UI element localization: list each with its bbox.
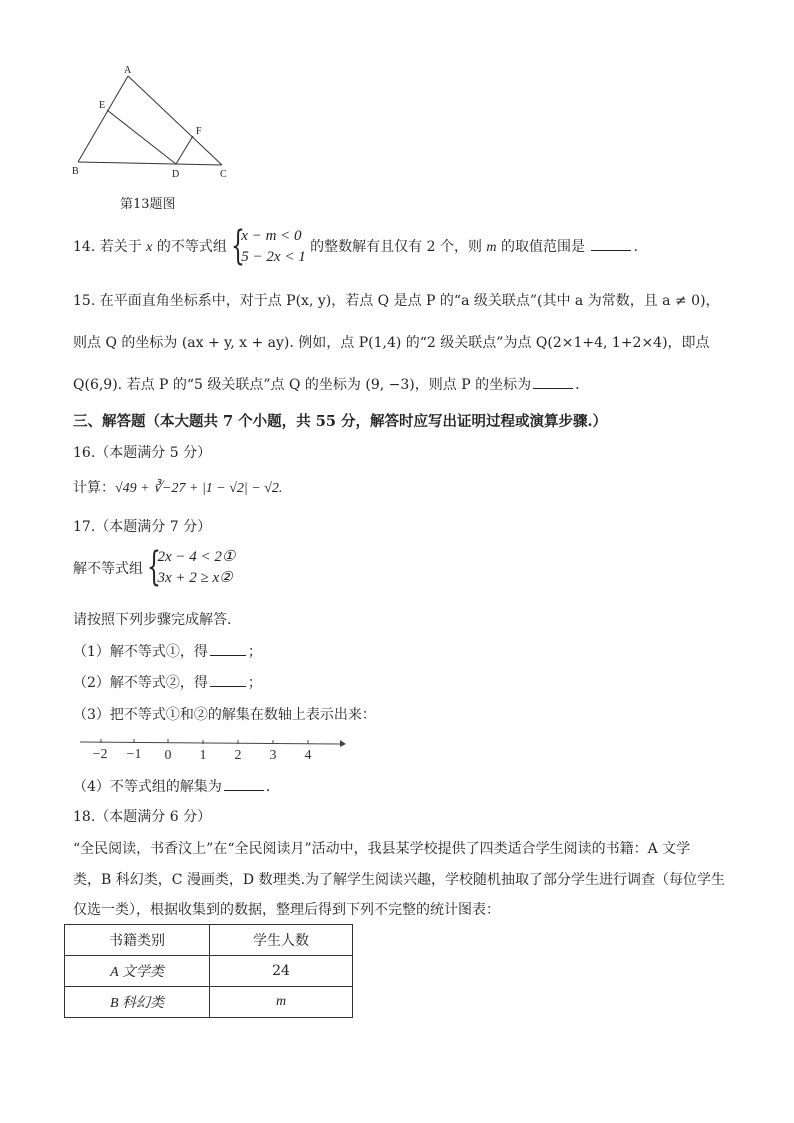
q17-label: 解不等式组	[73, 561, 143, 577]
section-3-title: 三、解答题（本大题共 7 个小题，共 55 分，解答时应写出证明过程或演算步骤.）	[73, 413, 608, 430]
number-line	[78, 730, 348, 764]
q17-step1	[73, 641, 262, 661]
point-label-c: C	[220, 169, 227, 180]
q17-eq2: 3x + 2 ≥ x②	[157, 570, 233, 586]
q17-step1-text: （1）解不等式①，得	[73, 644, 208, 660]
q15-line2: 则点 Q 的坐标为 (ax + y, x + ay). 例如，点 P(1,4) 的“2 级关联点”为点 Q(2×1+4, 1+2×4)，即点	[73, 335, 710, 351]
q17-step4-text: （4）不等式组的解集为	[73, 779, 222, 795]
table-header-count: 学生人数	[210, 925, 353, 956]
q17-eq1: 2x − 4 < 2①	[157, 549, 236, 565]
q18-line1: “全民阅读，书香汶上”在“全民阅读月”活动中，我县某学校提供了四类适合学生阅读的书籍：A 文学	[73, 841, 691, 857]
q15-line3-text: Q(6,9). 若点 P 的“5 级关联点”点 Q 的坐标为 (9, −3)，则点 P 的坐标为	[73, 377, 532, 393]
brace-symbol: {	[147, 544, 162, 590]
q15-answer-blank[interactable]	[533, 387, 573, 389]
tick-label: −2	[92, 747, 108, 762]
tick-label: 4	[304, 748, 312, 763]
q17-step4	[73, 776, 270, 796]
figure-13-triangle	[66, 62, 246, 182]
q17-step2	[73, 672, 262, 692]
q16-expression-row	[73, 477, 282, 497]
q17-instruction: 请按照下列步骤完成解答.	[73, 612, 232, 628]
q18-header: 18.（本题满分 6 分）	[73, 809, 212, 825]
point-label-a: A	[124, 65, 132, 76]
point-label-e: E	[99, 100, 106, 111]
q17-step2-text: （2）解不等式②，得	[73, 675, 208, 691]
semicolon: ；	[247, 644, 262, 660]
period: .	[265, 779, 271, 795]
q14-eq1: x − m < 0	[241, 228, 302, 244]
question-14: 14. 若关于 x 的不等式组 { x − m < 0 5 − 2x < 1 的整数解有且仅有 2 个，则 m 的取值范围是 .	[73, 223, 638, 269]
q18-line3: 仅选一类），根据收集到的数据，整理后得到下列不完整的统计图表：	[73, 902, 500, 918]
q17-step3: （3）把不等式①和②的解集在数轴上表示出来：	[73, 707, 376, 723]
q14-var-m: m	[486, 240, 497, 255]
semicolon: ；	[247, 675, 262, 691]
tick-label: 1	[199, 748, 207, 763]
q17-step2-blank[interactable]	[210, 685, 246, 687]
q17-step1-blank[interactable]	[210, 654, 246, 656]
q16-expression: √49 + ∛−27 + |1 − √2| − √2.	[115, 481, 283, 496]
table-cell-count: m	[210, 987, 353, 1018]
point-label-b: B	[72, 166, 79, 177]
table-header-row	[65, 925, 353, 956]
q16-label: 计算：	[73, 480, 115, 496]
q14-mid2: 的整数解有且仅有 2 个，则	[310, 239, 482, 255]
q14-mid1: 的不等式组	[156, 239, 227, 255]
q17-header: 17.（本题满分 7 分）	[73, 519, 212, 535]
point-label-d: D	[172, 169, 180, 180]
figure-13-caption: 第13题图	[120, 197, 176, 212]
point-label-f: F	[196, 126, 202, 137]
table-cell-category: B 科幻类	[65, 987, 210, 1018]
q17-step4-blank[interactable]	[224, 789, 264, 791]
q15-line1: 15. 在平面直角坐标系中，对于点 P(x, y)，若点 Q 是点 P 的“a 级关联点”(其中 a 为常数，且 a ≠ 0)，	[73, 293, 720, 309]
tick-label: −1	[126, 747, 142, 762]
q15-line3: Q(6,9). 若点 P 的“5 级关联点”点 Q 的坐标为 (9, −3)，则点 P 的坐标为 .	[73, 377, 580, 393]
table-row	[65, 956, 353, 987]
q14-eq2: 5 − 2x < 1	[241, 249, 306, 265]
q16-header: 16.（本题满分 5 分）	[73, 445, 212, 461]
q18-line2: 类，B 科幻类，C 漫画类，D 数理类.为了解学生阅读兴趣，学校随机抽取了部分学生进行调查（每位学生	[73, 872, 726, 888]
table-header-category: 书籍类别	[65, 925, 210, 956]
q14-prefix: 14. 若关于	[73, 239, 142, 255]
brace-symbol: {	[231, 223, 246, 269]
tick-label: 3	[269, 748, 277, 763]
statistics-table	[64, 924, 353, 1018]
tick-label: 0	[164, 748, 172, 763]
tick-label: 2	[234, 748, 242, 763]
table-row	[65, 987, 353, 1018]
q17-system-row	[73, 544, 236, 590]
q14-inequality-system	[231, 223, 306, 269]
q14-var-x: x	[146, 240, 153, 255]
q17-inequality-system	[147, 544, 236, 590]
table-cell-category: A 文学类	[65, 956, 210, 987]
q14-suffix: 的取值范围是	[501, 239, 585, 255]
table-cell-count: 24	[210, 956, 353, 987]
q14-answer-blank[interactable]	[591, 249, 631, 251]
